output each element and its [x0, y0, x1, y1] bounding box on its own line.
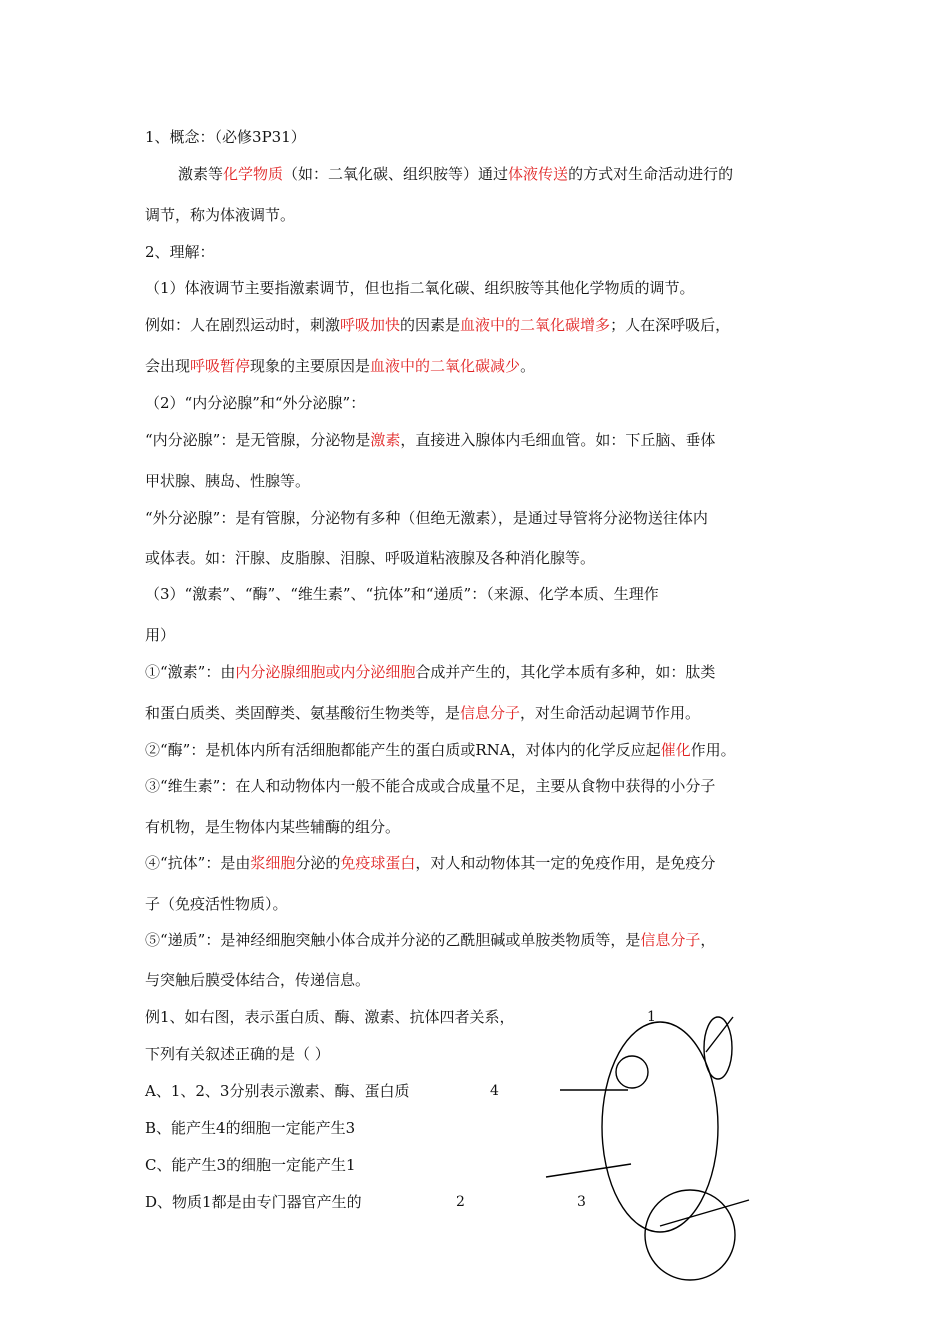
option-b: B、能产生4的细胞一定能产生3	[145, 1119, 356, 1137]
e-text-a: ②“酶”：是机体内所有活细胞都能产生的蛋白质或RNA，对体内的化学反应起	[145, 741, 661, 759]
point3-line1: （3）“激素”、“酶”、“维生素”、“抗体”和“递质”：（来源、化学本质、生理作	[145, 585, 659, 603]
a-highlight-plasma: 浆细胞	[250, 854, 296, 872]
h-highlight-signal: 信息分子	[460, 704, 521, 722]
point3-line2: 用）	[145, 626, 176, 644]
definition-line2: 调节，称为体液调节。	[145, 206, 296, 224]
transmitter-line2: 与突触后膜受体结合，传递信息。	[145, 971, 371, 989]
h-text-d: 和蛋白质类、类固醇类、氨基酸衍生物类等，是	[145, 704, 461, 722]
ex-text-f: 会出现	[145, 357, 191, 375]
exocrine-line1: “外分泌腺”：是有管腺，分泌物有多种（但绝无激素），是通过导管将分泌物送往体内	[145, 509, 708, 527]
h-text-c: 合成并产生的，其化学本质有多种，如：肽类	[415, 663, 716, 681]
question-line1: 例1、如右图，表示蛋白质、酶、激素、抗体四者关系，	[145, 1008, 515, 1026]
antibody-line2: 子（免疫活性物质）。	[145, 895, 288, 913]
ex-text-h: 现象的主要原因是	[250, 357, 371, 375]
endocrine-line2: 甲状腺、胰岛、性腺等。	[145, 472, 311, 490]
def-highlight-chemical: 化学物质	[223, 165, 284, 183]
point2: （2）“内分泌腺”和“外分泌腺”：	[145, 394, 366, 412]
t-highlight-signal: 信息分子	[640, 931, 701, 949]
region-1-small-ellipse	[704, 1017, 732, 1079]
vitamin-line1: ③“维生素”：在人和动物体内一般不能合成或合成量不足，主要从食物中获得的小分子	[145, 777, 716, 795]
ex-highlight-breath-fast: 呼吸加快	[340, 316, 401, 334]
t-text-c: ，	[700, 931, 716, 949]
h-highlight-cells: 内分泌腺细胞或内分泌细胞	[235, 663, 416, 681]
ex-highlight-apnea: 呼吸暂停	[190, 357, 251, 375]
point1: （1）体液调节主要指激素调节，但也指二氧化碳、组织胺等其他化学物质的调节。	[145, 279, 695, 297]
e-highlight-catalysis: 催化	[660, 741, 691, 759]
ex-text-c: 的因素是	[400, 316, 461, 334]
label-2: 2	[456, 1194, 465, 1210]
region-1-ellipse	[602, 1022, 718, 1232]
def-text-c: （如：二氧化碳、组织胺等）通过	[283, 165, 509, 183]
a-text-a: ④“抗体”：是由	[145, 854, 251, 872]
a-text-e: ，对人和动物体其一定的免疫作用，是免疫分	[415, 854, 716, 872]
def-highlight-transport: 体液传送	[508, 165, 569, 183]
a-text-c: 分泌的	[295, 854, 341, 872]
endo-text-a: “内分泌腺”：是无管腺，分泌物是	[145, 431, 371, 449]
h-text-f: ，对生命活动起调节作用。	[520, 704, 701, 722]
question-line2: 下列有关叙述正确的是（ ）	[145, 1045, 330, 1063]
leader-line-3	[660, 1200, 749, 1226]
ex-highlight-co2-down: 血液中的二氧化碳减少	[370, 357, 521, 375]
label-4: 4	[490, 1083, 499, 1099]
ex-text-e: ；人在深呼吸后，	[610, 316, 731, 334]
section1-heading: 1、概念：（必修3P31）	[145, 128, 306, 146]
vitamin-line2: 有机物，是生物体内某些辅酶的组分。	[145, 818, 401, 836]
ex-text-j: 。	[520, 357, 536, 375]
label-1: 1	[647, 1009, 656, 1025]
region-4-circle	[616, 1056, 648, 1088]
option-d: D、物质1都是由专门器官产生的	[145, 1193, 362, 1211]
option-a: A、1、2、3分别表示激素、酶、蛋白质	[145, 1082, 410, 1100]
e-text-c: 作用。	[690, 741, 736, 759]
ex-highlight-co2-up: 血液中的二氧化碳增多	[460, 316, 611, 334]
h-text-a: ①“激素”：由	[145, 663, 236, 681]
exocrine-line2: 或体表。如：汗腺、皮脂腺、泪腺、呼吸道粘液腺及各种消化腺等。	[145, 549, 596, 567]
endo-highlight-hormone: 激素	[370, 431, 401, 449]
ex-text-a: 例如：人在剧烈运动时，刺激	[145, 316, 341, 334]
option-c: C、能产生3的细胞一定能产生1	[145, 1156, 356, 1174]
def-text-e: 的方式对生命活动进行的	[568, 165, 734, 183]
label-3: 3	[577, 1194, 586, 1210]
endo-text-c: ，直接进入腺体内毛细血管。如：下丘脑、垂体	[400, 431, 716, 449]
region-3-circle	[645, 1190, 735, 1280]
t-text-a: ⑤“递质”：是神经细胞突触小体合成并分泌的乙酰胆碱或单胺类物质等，是	[145, 931, 641, 949]
leader-line-2	[546, 1164, 631, 1177]
section2-heading: 2、理解：	[145, 243, 215, 261]
def-text-a: 激素等	[178, 165, 224, 183]
a-highlight-ig: 免疫球蛋白	[340, 854, 416, 872]
